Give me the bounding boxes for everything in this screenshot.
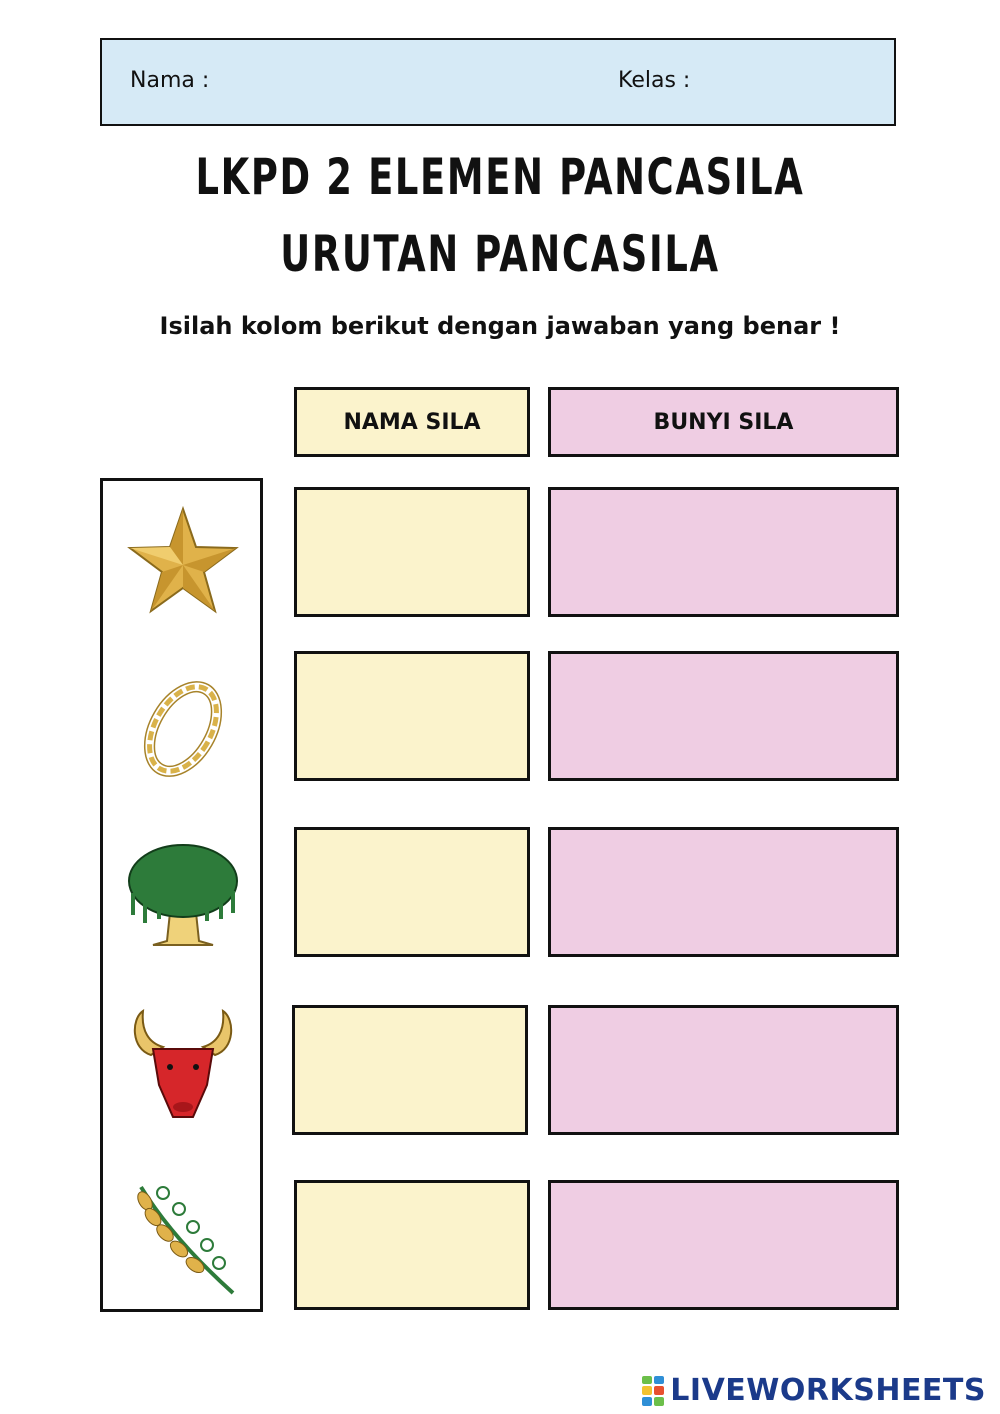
bull-head-icon: [123, 1009, 243, 1129]
nama-sila-answer-5[interactable]: [294, 1180, 530, 1310]
banyan-tree-icon: [123, 833, 243, 953]
bunyi-sila-answer-3[interactable]: [548, 827, 899, 957]
instruction-text: Isilah kolom berikut dengan jawaban yang benar !: [159, 312, 841, 340]
liveworksheets-logo: [642, 1373, 986, 1408]
star-icon: [123, 503, 243, 623]
kelas-label: Kelas :: [618, 68, 691, 93]
nama-sila-answer-3[interactable]: [294, 827, 530, 957]
bunyi-sila-answer-1[interactable]: [548, 487, 899, 617]
column-header-nama-label: NAMA SILA: [343, 409, 481, 435]
chain-icon: [123, 669, 243, 789]
column-header-nama-sila: [294, 387, 530, 457]
nama-sila-answer-1[interactable]: [294, 487, 530, 617]
rice-cotton-icon: [123, 1179, 243, 1299]
column-header-bunyi-sila: [548, 387, 899, 457]
bunyi-sila-answer-5[interactable]: [548, 1180, 899, 1310]
page-subtitle: URUTAN PANCASILA: [280, 225, 720, 283]
liveworksheets-brand: LIVEWORKSHEETS: [670, 1373, 986, 1408]
nama-sila-answer-4[interactable]: [292, 1005, 528, 1135]
symbol-column: [100, 478, 263, 1312]
bunyi-sila-answer-2[interactable]: [548, 651, 899, 781]
liveworksheets-badge-icon: [642, 1376, 664, 1406]
page-title: LKPD 2 ELEMEN PANCASILA: [195, 148, 805, 206]
bunyi-sila-answer-4[interactable]: [548, 1005, 899, 1135]
nama-label: Nama :: [130, 68, 210, 93]
column-header-bunyi-label: BUNYI SILA: [653, 409, 794, 435]
nama-sila-answer-2[interactable]: [294, 651, 530, 781]
student-info-box: [100, 38, 896, 126]
